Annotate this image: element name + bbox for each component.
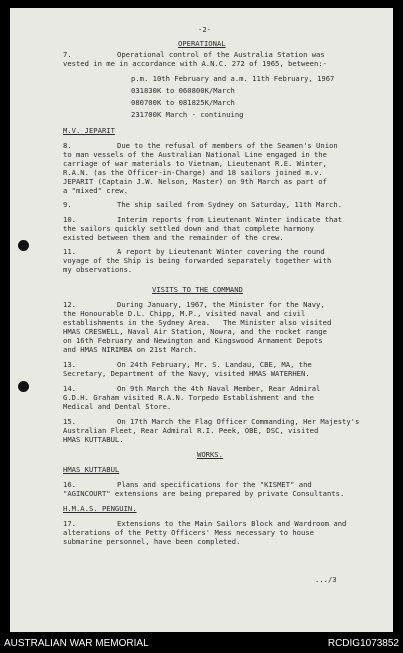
section-heading-visits: VISITS TO THE COMMAND — [152, 285, 243, 294]
para-10-line: the sailors quickly settled down and that complete harmony — [63, 224, 314, 233]
para-10-line: existed between them and the remainder of the crew. — [63, 233, 284, 242]
para-17-line: alterations of the Petty Officers' Mess necessary to house — [63, 528, 314, 537]
para-14-line: Medical and Dental Store. — [63, 402, 172, 411]
para-13-line: Secretary, Department of the Navy, visited HMAS WATERHEN. — [63, 369, 310, 378]
para-number: 13. — [63, 360, 76, 369]
para-12-line: the Honourable D.L. Chipp, M.P., visited naval and civil — [63, 309, 306, 318]
date-range: 031830K to 060800K/March — [131, 86, 235, 95]
footer-record-id: RCDIG1073852 — [327, 638, 399, 649]
punch-hole — [18, 381, 29, 392]
para-number: 16. — [63, 480, 76, 489]
para-8-line: to man vessels of the Australian National Line engaged in the — [63, 150, 327, 159]
para-7-line: Operational control of the Australia Station was — [117, 50, 325, 59]
para-9-line: The ship sailed from Sydney on Saturday, 11th March. — [117, 200, 343, 209]
section-heading-works: WORKS. — [197, 450, 223, 459]
date-range: 080700K to 081825K/March — [131, 98, 235, 107]
para-12-line: and HMAS NIRIMBA on 21st March. — [63, 345, 198, 354]
para-8-line: carriage of war materials to Vietnam, Lieutenant R.E. Winter, — [63, 159, 327, 168]
page-number: -2- — [198, 25, 211, 34]
date-range: p.m. 10th February and a.m. 11th February, 1967 — [131, 74, 335, 83]
date-range: 231700K March - continuing — [131, 110, 244, 119]
para-number: 9. — [63, 200, 72, 209]
punch-hole — [18, 240, 29, 251]
subheading-kuttabul: HMAS KUTTABUL — [63, 465, 120, 474]
para-17-line: submarine personnel, have been completed. — [63, 537, 241, 546]
archive-footer — [0, 634, 403, 653]
para-8-line: JEPARIT (Captain J.W. Nelson, Master) on 9th March as part of — [63, 177, 327, 186]
para-number: 15. — [63, 417, 76, 426]
para-number: 11. — [63, 247, 76, 256]
para-8-line: R.A.N. (as the Officer-in-Charge) and 18 sailors joined m.v. — [63, 168, 323, 177]
para-16-line: Plans and specifications for the "KISMET" and — [117, 480, 312, 489]
section-heading-jeparit: M.V. JEPARIT — [63, 126, 115, 135]
para-number: 7. — [63, 50, 72, 59]
para-14-line: On 9th March the 4th Naval Member, Rear Admiral — [117, 384, 321, 393]
subheading-penguin: H.M.A.S. PENGUIN. — [63, 504, 137, 513]
para-11-line: A report by Lieutenant Winter covering the round — [117, 247, 325, 256]
para-12-line: on 16th February and Newington and Kingswood Armament Depots — [63, 336, 323, 345]
para-16-line: "AGINCOURT" extensions are being prepared by private Consultants. — [63, 489, 345, 498]
para-number: 14. — [63, 384, 76, 393]
para-15-line: HMAS KUTTABUL. — [63, 435, 124, 444]
para-8-line: a "mixed" crew. — [63, 186, 128, 195]
para-number: 10. — [63, 215, 76, 224]
document-page — [10, 8, 393, 632]
para-number: 12. — [63, 300, 76, 309]
para-17-line: Extensions to the Main Sailors Block and Wardroom and — [117, 519, 347, 528]
para-number: 8. — [63, 141, 72, 150]
continuation-marker: .../3 — [315, 575, 337, 584]
para-12-line: HMAS CRESWELL, Naval Air Station, Nowra, and the rocket range — [63, 327, 327, 336]
para-13-line: On 24th February, Mr. S. Landau, CBE, MA, the — [117, 360, 312, 369]
para-7-line: vested in me in accordance with A.N.C. 272 of 1965, between:- — [63, 59, 327, 68]
para-11-line: my observations. — [63, 265, 133, 274]
para-12-line: During January, 1967, the Minister for the Navy, — [117, 300, 325, 309]
para-12-line: establishments in the Sydney Area. The Minister also visited — [63, 318, 332, 327]
para-8-line: Due to the refusal of members of the Seamen's Union — [117, 141, 338, 150]
para-14-line: G.D.H. Graham visited R.A.N. Torpedo Establishment and the — [63, 393, 314, 402]
para-15-line: Australian Fleet, Rear Admiral R.I. Peek, OBE, DSC, visited — [63, 426, 319, 435]
footer-source: AUSTRALIAN WAR MEMORIAL — [4, 638, 149, 649]
para-15-line: On 17th March the Flag Officer Commanding, Her Majesty's — [117, 417, 360, 426]
para-11-line: voyage of the Ship is being forwarded separately together with — [63, 256, 332, 265]
section-heading-operational: OPERATIONAL — [178, 39, 226, 48]
para-10-line: Interim reports from Lieutenant Winter indicate that — [117, 215, 343, 224]
para-number: 17. — [63, 519, 76, 528]
